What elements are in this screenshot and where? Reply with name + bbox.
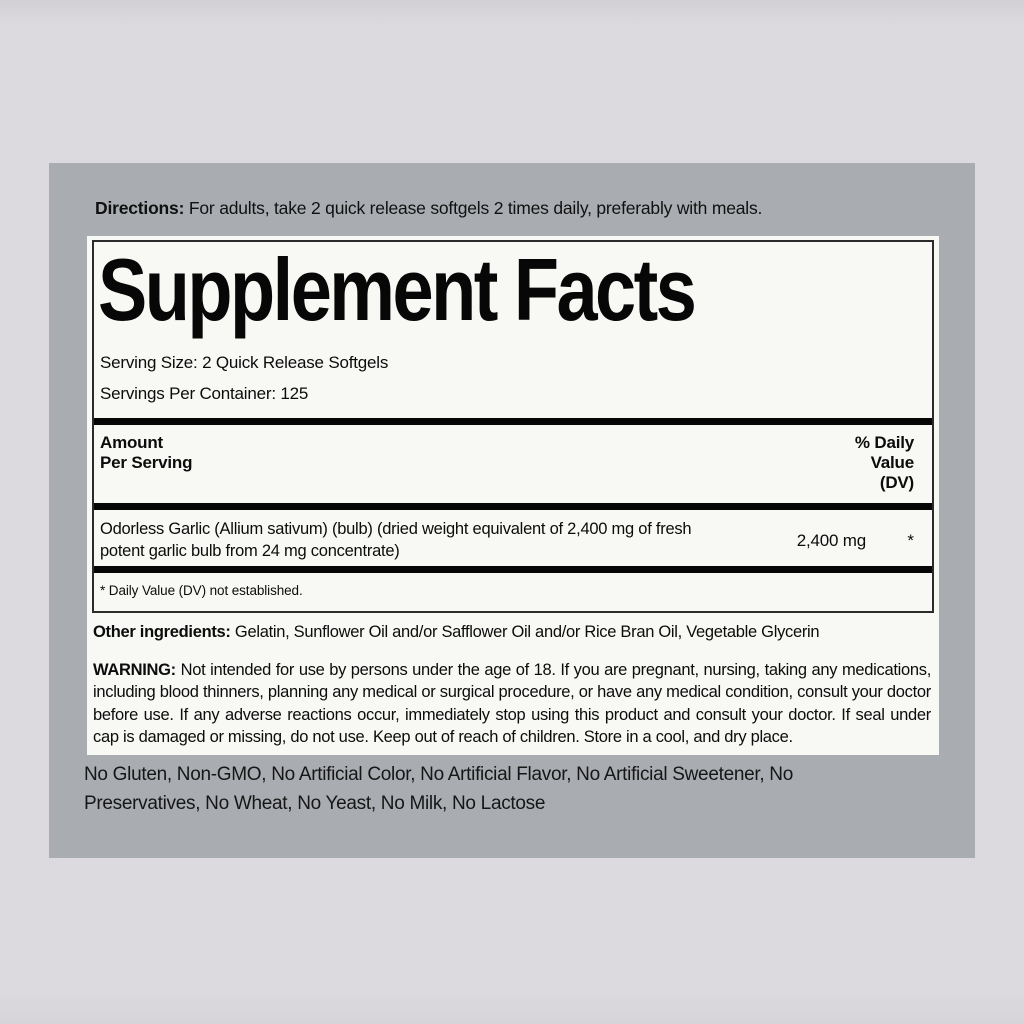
daily-value-footnote: * Daily Value (DV) not established.	[100, 583, 303, 598]
servings-per-container-line: Servings Per Container: 125	[100, 384, 309, 403]
warning-text: Not intended for use by persons under the age of 18. If you are pregnant, nursing, taking any medications, including blood thinners, planning any medical or surgical procedure, or have any medical condition, consult your doctor before use. If any adverse reactions occur, immediately stop using this product and consult your doctor. If seal under cap is damaged or missing, do not use. Keep out of reach of children. Store in a cool, and dry place.	[93, 661, 931, 747]
amount-per-serving-header: Amount Per Serving	[100, 433, 193, 472]
other-ingredients-text: Gelatin, Sunflower Oil and/or Safflower Oil and/or Rice Bran Oil, Vegetable Glycerin	[234, 623, 820, 641]
supplement-facts-box	[87, 236, 939, 755]
claims-text: No Gluten, Non-GMO, No Artificial Color, No Artificial Flavor, No Artificial Sweetener, No Preservatives, No Wheat, No Yeast, No Milk, No Lactose	[84, 764, 793, 814]
supplement-facts-title: Supplement Facts	[98, 240, 695, 339]
directions-text: For adults, take 2 quick release softgels 2 times daily, preferably with meals.	[188, 198, 763, 218]
ingredient-row	[94, 510, 932, 566]
ingredient-name: Odorless Garlic (Allium sativum) (bulb) (dried weight equivalent of 2,400 mg of fresh potent garlic bulb from 24 mg concentrate)	[100, 520, 692, 560]
supplement-facts-bordered-table	[92, 240, 934, 613]
warning-label: WARNING:	[93, 661, 176, 679]
ingredient-daily-value: *	[907, 530, 914, 550]
directions-line	[95, 197, 945, 219]
facts-table-header	[94, 425, 932, 503]
directions-label: Directions:	[95, 198, 185, 218]
divider-bar-bottom	[94, 566, 932, 573]
daily-value-header: % Daily Value (DV)	[854, 433, 914, 492]
other-ingredients-label: Other ingredients:	[93, 623, 231, 641]
warning-paragraph	[93, 659, 931, 749]
other-ingredients-line	[93, 622, 931, 643]
ingredient-amount: 2,400 mg	[796, 530, 866, 550]
label-panel	[49, 163, 975, 858]
divider-bar-middle	[94, 503, 932, 510]
divider-bar-top	[94, 418, 932, 425]
serving-size-line: Serving Size: 2 Quick Release Softgels	[100, 353, 389, 372]
